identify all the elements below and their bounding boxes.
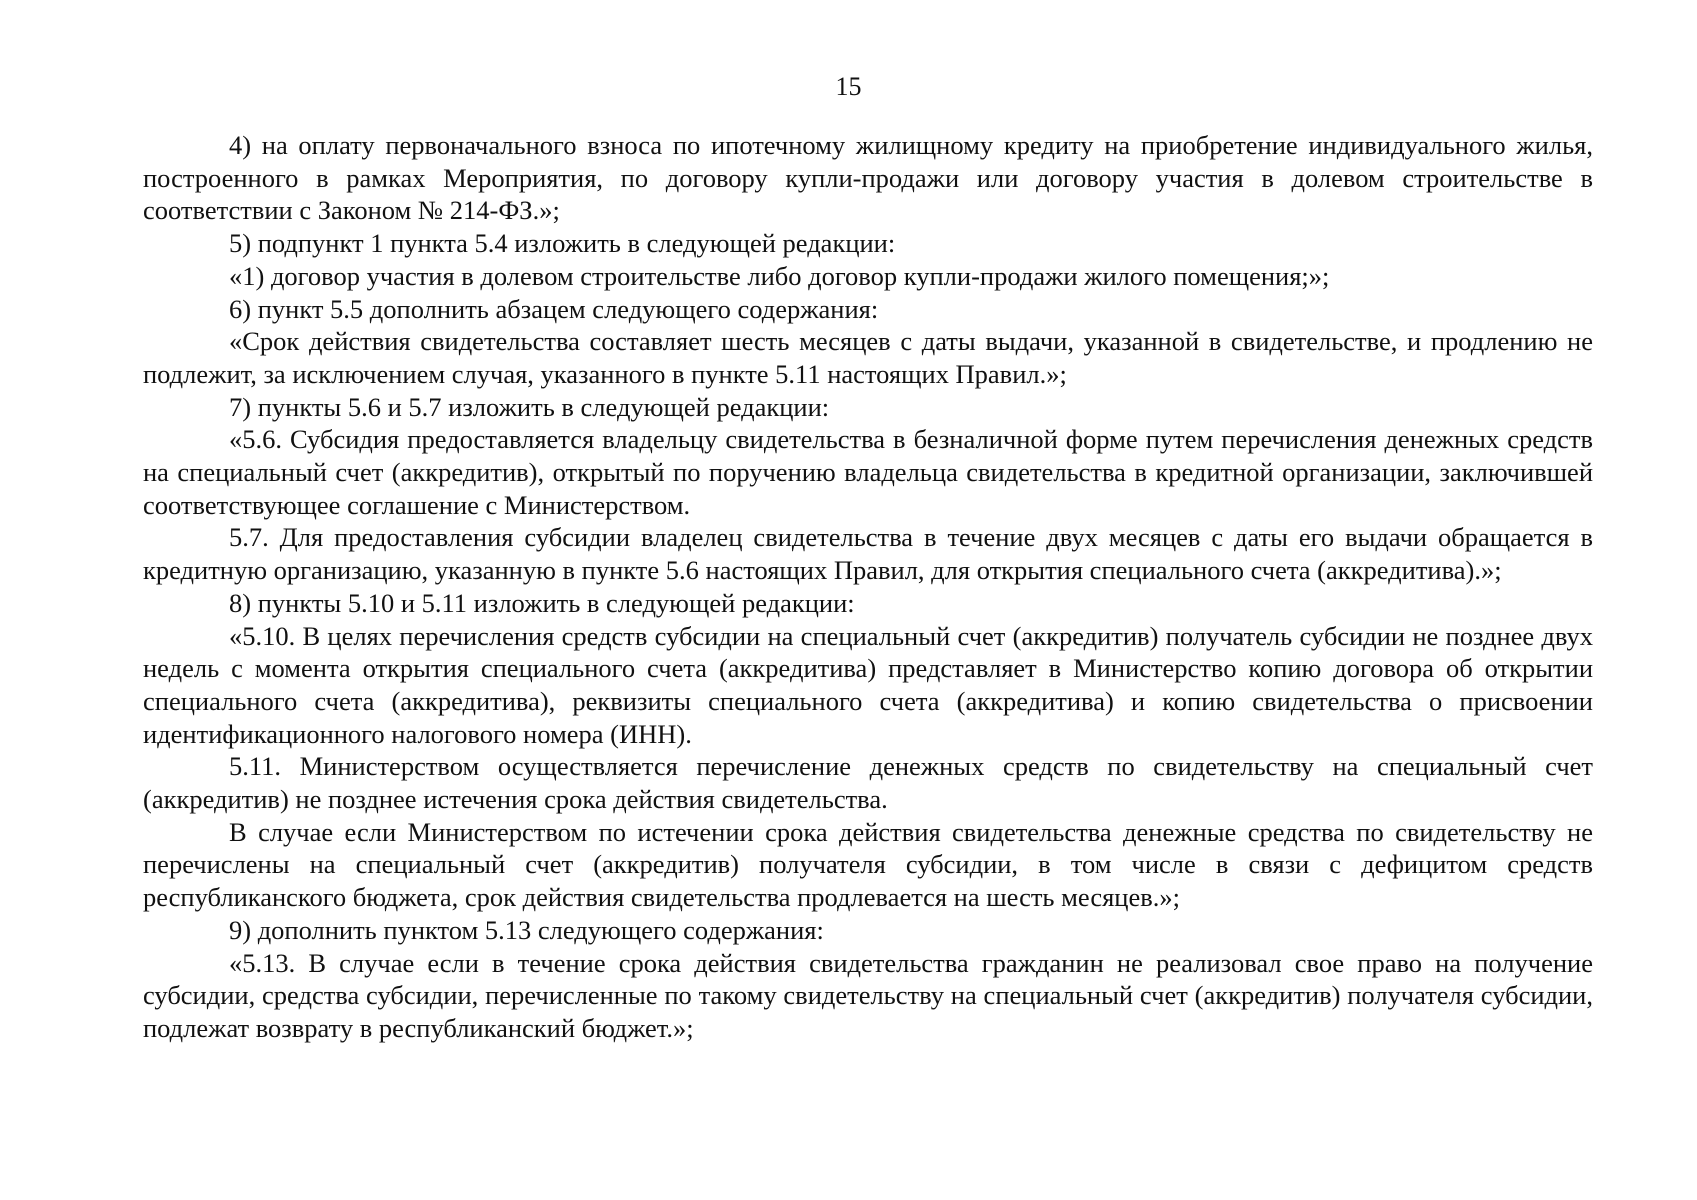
paragraph-amend-5-5: 6) пункт 5.5 дополнить абзацем следующего содержания: [229,293,879,324]
paragraph-quote-5-11: 5.11. Министерством осуществляется перечисление денежных средств по свидетельству на специальный счет (аккредитив) не позднее истечения срока действия свидетельства. [143,751,1593,815]
paragraph-amend-5-10-5-11: 8) пункты 5.10 и 5.11 изложить в следующей редакции: [229,587,855,618]
page-number: 15 [835,72,862,101]
paragraph-quote-5-4-1: «1) договор участия в долевом строительстве либо договор купли-продажи жилого помещения;»; [229,260,1330,291]
paragraph-amend-5-6-5-7: 7) пункты 5.6 и 5.7 изложить в следующей редакции: [229,391,830,422]
document-body [143,129,1593,1045]
paragraph-quote-5-5: «Срок действия свидетельства составляет шесть месяцев с даты выдачи, указанной в свидетельстве, и продлению не подлежит, за исключением случая, указанного в пункте 5.11 настоящих Правил.»; [143,326,1593,389]
paragraph-item-4-mortgage: 4) на оплату первоначального взноса по ипотечному жилищному кредиту на приобретение индивидуального жилья, построенного в рамках Мероприятия, по договору купли-продажи или договору участия в долевом строительстве в соответствии с Законом № 214-ФЗ.»; [143,130,1593,226]
paragraph-quote-5-7: 5.7. Для предоставления субсидии владелец свидетельства в течение двух месяцев с даты его выдачи обращается в кредитную организацию, указанную в пункте 5.6 настоящих Правил, для открытия специального счета (аккредитива).»; [143,522,1593,586]
paragraph-quote-5-10: «5.10. В целях перечисления средств субсидии на специальный счет (аккредитив) получатель субсидии не позднее двух недель с момента открытия специального счета (аккредитива) представляет в Министерство копию договора об открытии специального счета (аккредитива), реквизиты специального счета (аккредитива) и копию свидетельства о присвоении идентификационного налогового номера (ИНН). [143,620,1593,749]
paragraph-amend-5-13: 9) дополнить пунктом 5.13 следующего содержания: [229,914,824,945]
paragraph-amend-5-4: 5) подпункт 1 пункта 5.4 изложить в следующей редакции: [229,228,896,259]
paragraph-quote-5-6: «5.6. Субсидия предоставляется владельцу свидетельства в безналичной форме путем перечисления денежных средств на специальный счет (аккредитив), открытый по поручению владельца свидетельства в кредитной организации, заключившей соответствующее соглашение с Министерством. [143,424,1593,520]
paragraph-quote-5-13: «5.13. В случае если в течение срока действия свидетельства гражданин не реализовал свое право на получение субсидии, средства субсидии, перечисленные по такому свидетельству на специальный счет (аккредитив) получателя субсидии, подлежат возврату в республиканский бюджет.»; [143,947,1593,1043]
paragraph-quote-5-11-extension: В случае если Министерством по истечении срока действия свидетельства денежные средства по свидетельству не перечислены на специальный счет (аккредитив) получателя субсидии, в том числе в связи с дефицитом средств республиканского бюджета, срок действия свидетельства продлевается на шесть месяцев.»; [143,816,1593,913]
